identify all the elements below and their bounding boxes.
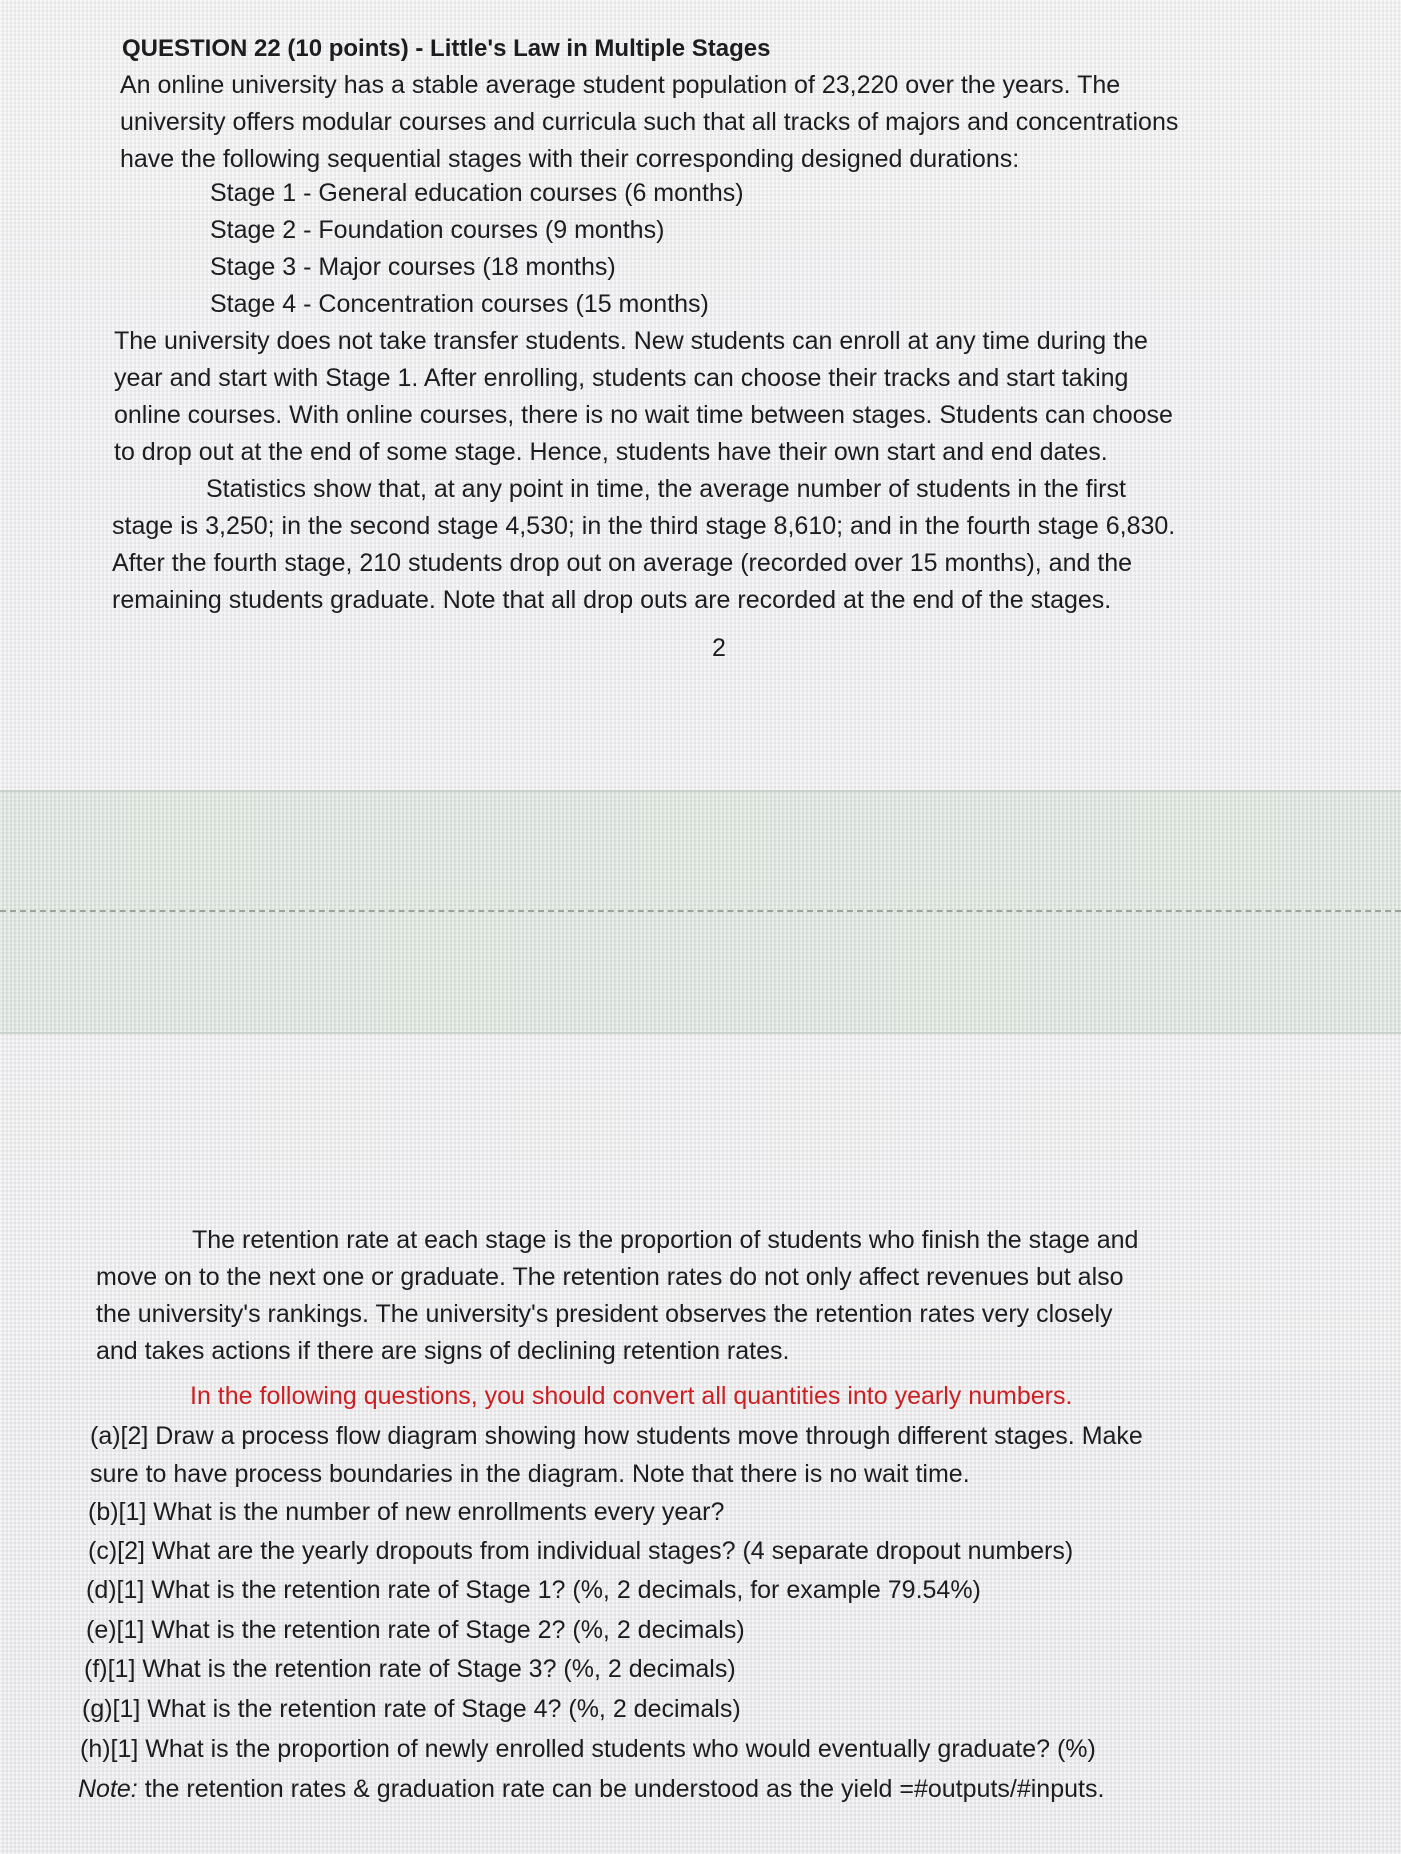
note-label: Note: [78, 1775, 138, 1803]
statistics-line: remaining students graduate. Note that all drop outs are recorded at the end of the stages. [112, 586, 1112, 614]
note-line [78, 1771, 1104, 1808]
question-item: (h)[1] What is the proportion of newly enrolled students who would eventually graduate? (%) [80, 1735, 1096, 1763]
question-item: (d)[1] What is the retention rate of Stage 1? (%, 2 decimals, for example 79.54%) [86, 1576, 981, 1604]
stage-item: Stage 2 - Foundation courses (9 months) [210, 216, 665, 244]
stage-item: Stage 1 - General education courses (6 months) [210, 179, 744, 207]
question-item: (b)[1] What is the number of new enrollments every year? [88, 1498, 725, 1526]
page-number: 2 [712, 634, 726, 662]
page-break-band [0, 790, 1401, 1034]
statistics-line: After the fourth stage, 210 students drop out on average (recorded over 15 months), and the [112, 549, 1133, 577]
statistics-line: Statistics show that, at any point in time, the average number of students in the first [206, 475, 1126, 503]
question-title: QUESTION 22 (10 points) - Little's Law in Multiple Stages [122, 35, 771, 62]
paragraph-line: year and start with Stage 1. After enrolling, students can choose their tracks and start taking [114, 364, 1129, 392]
question-item: (c)[2] What are the yearly dropouts from individual stages? (4 separate dropout numbers) [88, 1537, 1074, 1565]
retention-paragraph-line: and takes actions if there are signs of declining retention rates. [96, 1337, 790, 1365]
question-item: (f)[1] What is the retention rate of Stage 3? (%, 2 decimals) [84, 1655, 736, 1683]
question-item: sure to have process boundaries in the diagram. Note that there is no wait time. [90, 1460, 970, 1488]
stage-item: Stage 4 - Concentration courses (15 months) [210, 290, 709, 318]
question-item: (g)[1] What is the retention rate of Stage 4? (%, 2 decimals) [82, 1695, 741, 1723]
page-break-dashed-line [0, 910, 1401, 912]
question-item: (e)[1] What is the retention rate of Stage 2? (%, 2 decimals) [86, 1616, 745, 1644]
retention-paragraph-line: the university's rankings. The university's president observes the retention rates very closely [96, 1300, 1113, 1328]
intro-line: An online university has a stable average student population of 23,220 over the years. The [120, 71, 1121, 99]
statistics-line: stage is 3,250; in the second stage 4,530; in the third stage 8,610; and in the fourth stage 6,830. [112, 512, 1176, 540]
retention-paragraph-line: The retention rate at each stage is the proportion of students who finish the stage and [192, 1226, 1139, 1254]
note-text: the retention rates & graduation rate can be understood as the yield =#outputs/#inputs. [137, 1775, 1105, 1803]
intro-line: have the following sequential stages with their corresponding designed durations: [120, 145, 1020, 173]
paragraph-line: The university does not take transfer students. New students can enroll at any time during the [114, 327, 1148, 355]
stage-item: Stage 3 - Major courses (18 months) [210, 253, 616, 281]
yearly-numbers-instruction: In the following questions, you should convert all quantities into yearly numbers. [190, 1382, 1073, 1410]
paragraph-line: to drop out at the end of some stage. Hence, students have their own start and end dates. [114, 438, 1108, 466]
paragraph-line: online courses. With online courses, there is no wait time between stages. Students can choose [114, 401, 1173, 429]
intro-line: university offers modular courses and curricula such that all tracks of majors and concentrations [120, 108, 1179, 136]
retention-paragraph-line: move on to the next one or graduate. The retention rates do not only affect revenues but also [96, 1263, 1124, 1291]
question-item: (a)[2] Draw a process flow diagram showing how students move through different stages. Make [90, 1422, 1143, 1450]
